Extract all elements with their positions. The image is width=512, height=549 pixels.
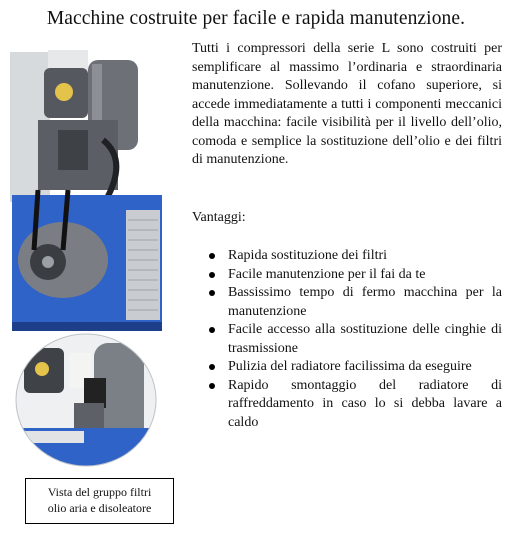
list-item: Bassissimo tempo di fermo macchina per la manutenzione bbox=[192, 284, 502, 321]
filters-detail-photo bbox=[14, 333, 159, 468]
bullet-icon bbox=[209, 253, 215, 259]
bullet-icon bbox=[209, 272, 215, 278]
photo-caption bbox=[25, 478, 174, 524]
list-item: Rapido smontaggio del radiatore di raffreddamento in caso lo si debba lavare a caldo bbox=[192, 377, 502, 433]
advantages-label: Vantaggi: bbox=[192, 210, 246, 225]
bullet-icon bbox=[209, 364, 215, 370]
compressor-photo bbox=[8, 50, 164, 332]
list-item: Rapida sostituzione dei filtri bbox=[192, 247, 502, 266]
bullet-icon bbox=[209, 383, 215, 389]
intro-paragraph: Tutti i compressori della serie L sono costruiti per semplificare al massimo l’ordinaria e straordinaria manutenzione. Sollevando il cofano superiore, si accede immediatamente a tutti i componenti meccanici della macchina: facile visibilità per il livello dell’olio, comoda e semplice la sostituzione dell’olio e dei filtri di manutenzione. bbox=[192, 41, 502, 167]
list-item: Pulizia del radiatore facilissima da eseguire bbox=[192, 358, 502, 377]
bullet-icon bbox=[209, 327, 215, 333]
list-item: Facile accesso alla sostituzione delle cinghie di trasmissione bbox=[192, 321, 502, 358]
advantages-list bbox=[192, 247, 502, 432]
page-title: Macchine costruite per facile e rapida manutenzione. bbox=[46, 8, 466, 29]
list-item: Facile manutenzione per il fai da te bbox=[192, 266, 502, 285]
caption-line-1: Vista del gruppo filtri bbox=[47, 485, 152, 499]
bullet-icon bbox=[209, 290, 215, 296]
caption-line-2: olio aria e disoleatore bbox=[47, 501, 152, 515]
